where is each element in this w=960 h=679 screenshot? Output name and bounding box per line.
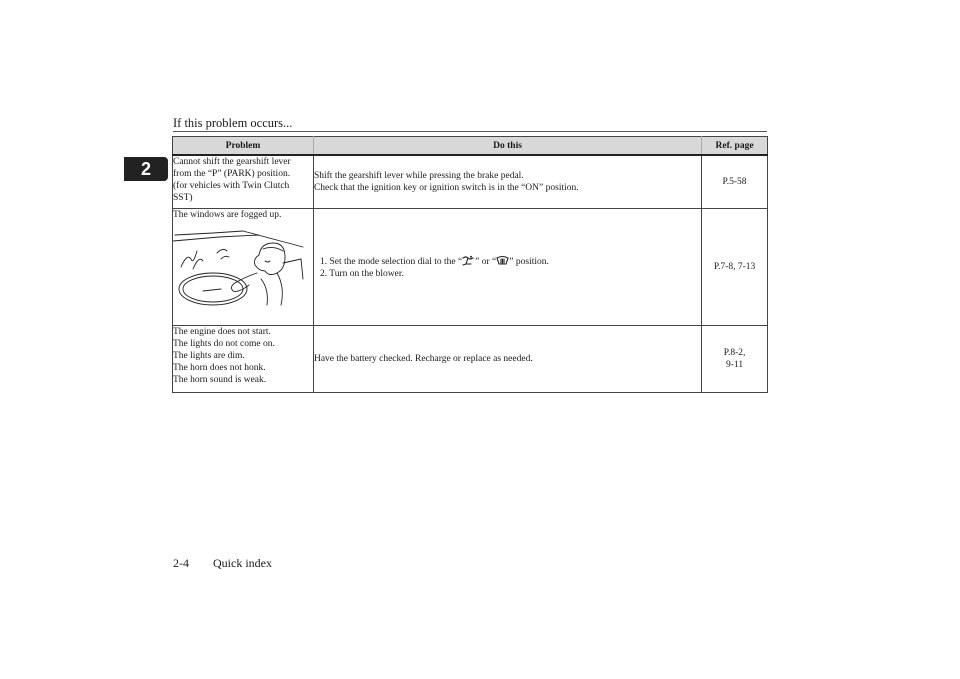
do-this-cell (313, 155, 701, 209)
problem-text: The horn does not honk. (173, 363, 266, 373)
table-row (173, 326, 768, 393)
chapter-tab: 2 (124, 157, 168, 181)
step-text: ” or “ (475, 256, 497, 267)
table-row (173, 209, 768, 326)
problem-text: SST) (173, 193, 193, 203)
table-header-row (173, 137, 768, 156)
ref-page-text: P.8-2, (723, 348, 746, 358)
problem-text: (for vehicles with Twin Clutch (173, 181, 290, 191)
problem-text: The engine does not start. (173, 327, 271, 337)
step-text: 1. Set the mode selection dial to the “ (319, 256, 463, 267)
column-header-do-this: Do this (313, 137, 701, 156)
problem-text: from the “P” (PARK) position. (173, 169, 291, 179)
ref-page-text: 9-11 (726, 360, 744, 370)
problem-cell (173, 326, 314, 393)
problem-text: The horn sound is weak. (173, 375, 267, 385)
do-this-cell (313, 326, 701, 393)
page-header-title: If this problem occurs... (173, 116, 293, 130)
do-this-step-2: 2. Turn on the blower. (319, 268, 404, 279)
ref-page-cell (702, 326, 768, 393)
do-this-step-1 (320, 255, 701, 268)
problem-cell (173, 155, 314, 209)
ref-page-cell: P.5-58 (702, 155, 768, 209)
do-this-text: Have the battery checked. Recharge or replace as needed. (313, 354, 533, 364)
do-this-text: Shift the gearshift lever while pressing the brake pedal. (313, 171, 524, 181)
problem-text: Cannot shift the gearshift lever (173, 157, 291, 167)
problem-text: The lights do not come on. (173, 339, 275, 349)
ref-page-cell: P.7-8, 7-13 (702, 209, 768, 326)
step-text: ” position. (509, 256, 549, 267)
footer-section-title: Quick index (213, 556, 272, 570)
do-this-cell (313, 209, 701, 326)
table-row (173, 155, 768, 209)
windshield-defrost-icon (496, 255, 509, 266)
quick-index-table (172, 136, 768, 393)
defrost-foot-mode-icon (462, 255, 475, 266)
problem-text: The lights are dim. (173, 351, 245, 361)
do-this-text: Check that the ignition key or ignition switch is in the “ON” position. (313, 183, 579, 193)
column-header-problem: Problem (173, 137, 314, 156)
footer-page-number: 2-4 (173, 556, 189, 570)
problem-cell (173, 209, 314, 326)
driver-fogged-windshield-illustration (173, 229, 305, 309)
header-divider (173, 131, 767, 132)
problem-text: The windows are fogged up. (173, 210, 282, 220)
column-header-ref-page: Ref. page (702, 137, 768, 156)
